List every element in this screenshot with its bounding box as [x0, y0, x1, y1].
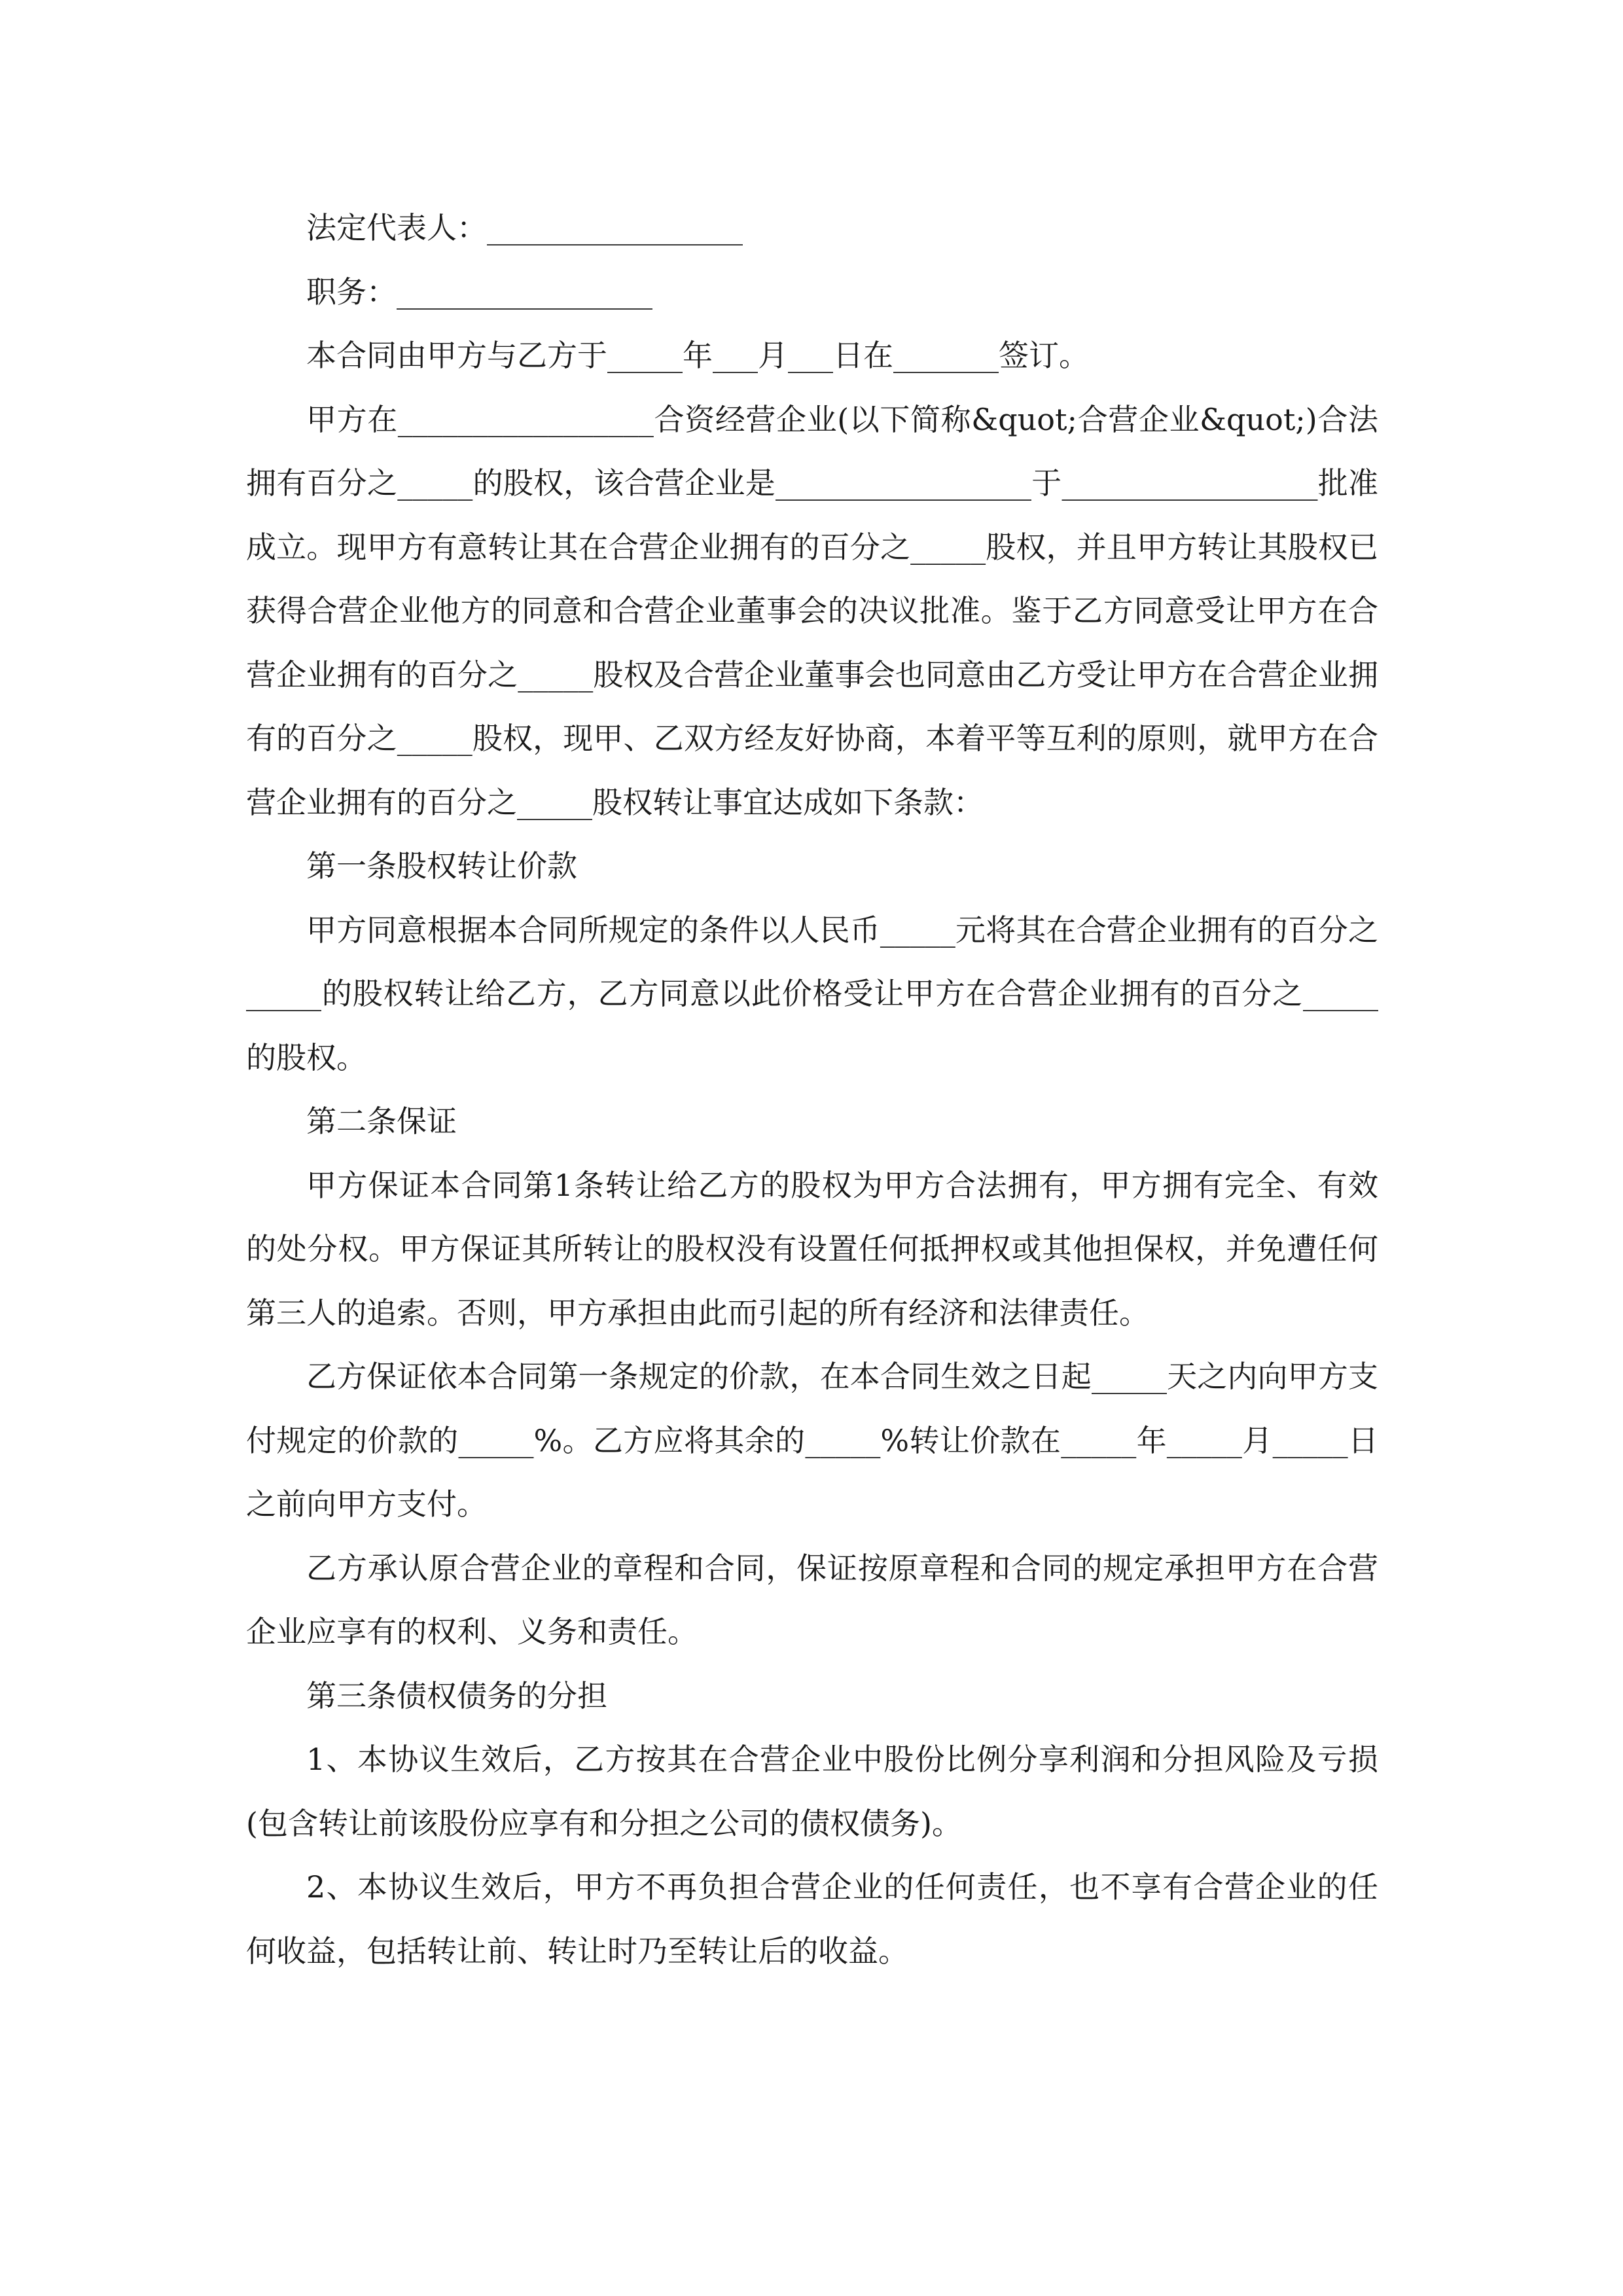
signing-info: 本合同由甲方与乙方于_____年___月___日在_______签订。 — [306, 338, 1089, 373]
article-3-title: 第三条债权债务的分担 — [306, 1677, 607, 1713]
article-3-item-1: 1、本协议生效后，乙方按其在合营企业中股份比例分享利润和分担风险及亏损(包含转让前该股份应享有和分担之公司的债权债务)。 — [246, 1742, 1378, 1841]
article-3-item-2: 2、本协议生效后，甲方不再负担合营企业的任何责任，也不享有合营企业的任何收益，包括转让前、转让时乃至转让后的收益。 — [246, 1869, 1378, 1969]
intro-paragraph: 甲方在_________________合资经营企业(以下简称&quot;合营企业&quot;)合法拥有百分之_____的股权，该合营企业是_________________于_________________批准成立。现甲方有意转让其在合营企业拥有的百分之_____股权，并且甲方转让其股权已获得合营企业他方的同意和合营企业董事会的决议批准。鉴于乙方同意受让甲方在合营企业拥有的百分之_____股权及合营企业董事会也同意由乙方受让甲方在合营企业拥有的百分之_____股权，现甲、乙双方经友好协商，本着平等互利的原则，就甲方在合营企业拥有的百分之_____股权转让事宜达成如下条款： — [246, 401, 1378, 820]
position-line: 职务：_________________ — [306, 274, 652, 310]
article-2-title: 第二条保证 — [306, 1103, 457, 1139]
article-2-body-2: 乙方保证依本合同第一条规定的价款，在本合同生效之日起_____天之内向甲方支付规定的价款的_____%。乙方应将其余的_____%转让价款在_____年_____月_____日之前向甲方支付。 — [246, 1359, 1378, 1522]
article-1-body: 甲方同意根据本合同所规定的条件以人民币_____元将其在合营企业拥有的百分之_____的股权转让给乙方，乙方同意以此价格受让甲方在合营企业拥有的百分之_____的股权。 — [246, 912, 1378, 1075]
article-2-body-1: 甲方保证本合同第1条转让给乙方的股权为甲方合法拥有，甲方拥有完全、有效的处分权。甲方保证其所转让的股权没有设置任何抵押权或其他担保权，并免遭任何第三人的追索。否则，甲方承担由此而引起的所有经济和法律责任。 — [246, 1167, 1378, 1331]
article-1-title: 第一条股权转让价款 — [306, 848, 577, 884]
legal-representative-line: 法定代表人：_________________ — [306, 210, 743, 245]
article-2-body-3: 乙方承认原合营企业的章程和合同，保证按原章程和合同的规定承担甲方在合营企业应享有的权利、义务和责任。 — [246, 1550, 1378, 1649]
document-page — [246, 196, 1378, 1983]
